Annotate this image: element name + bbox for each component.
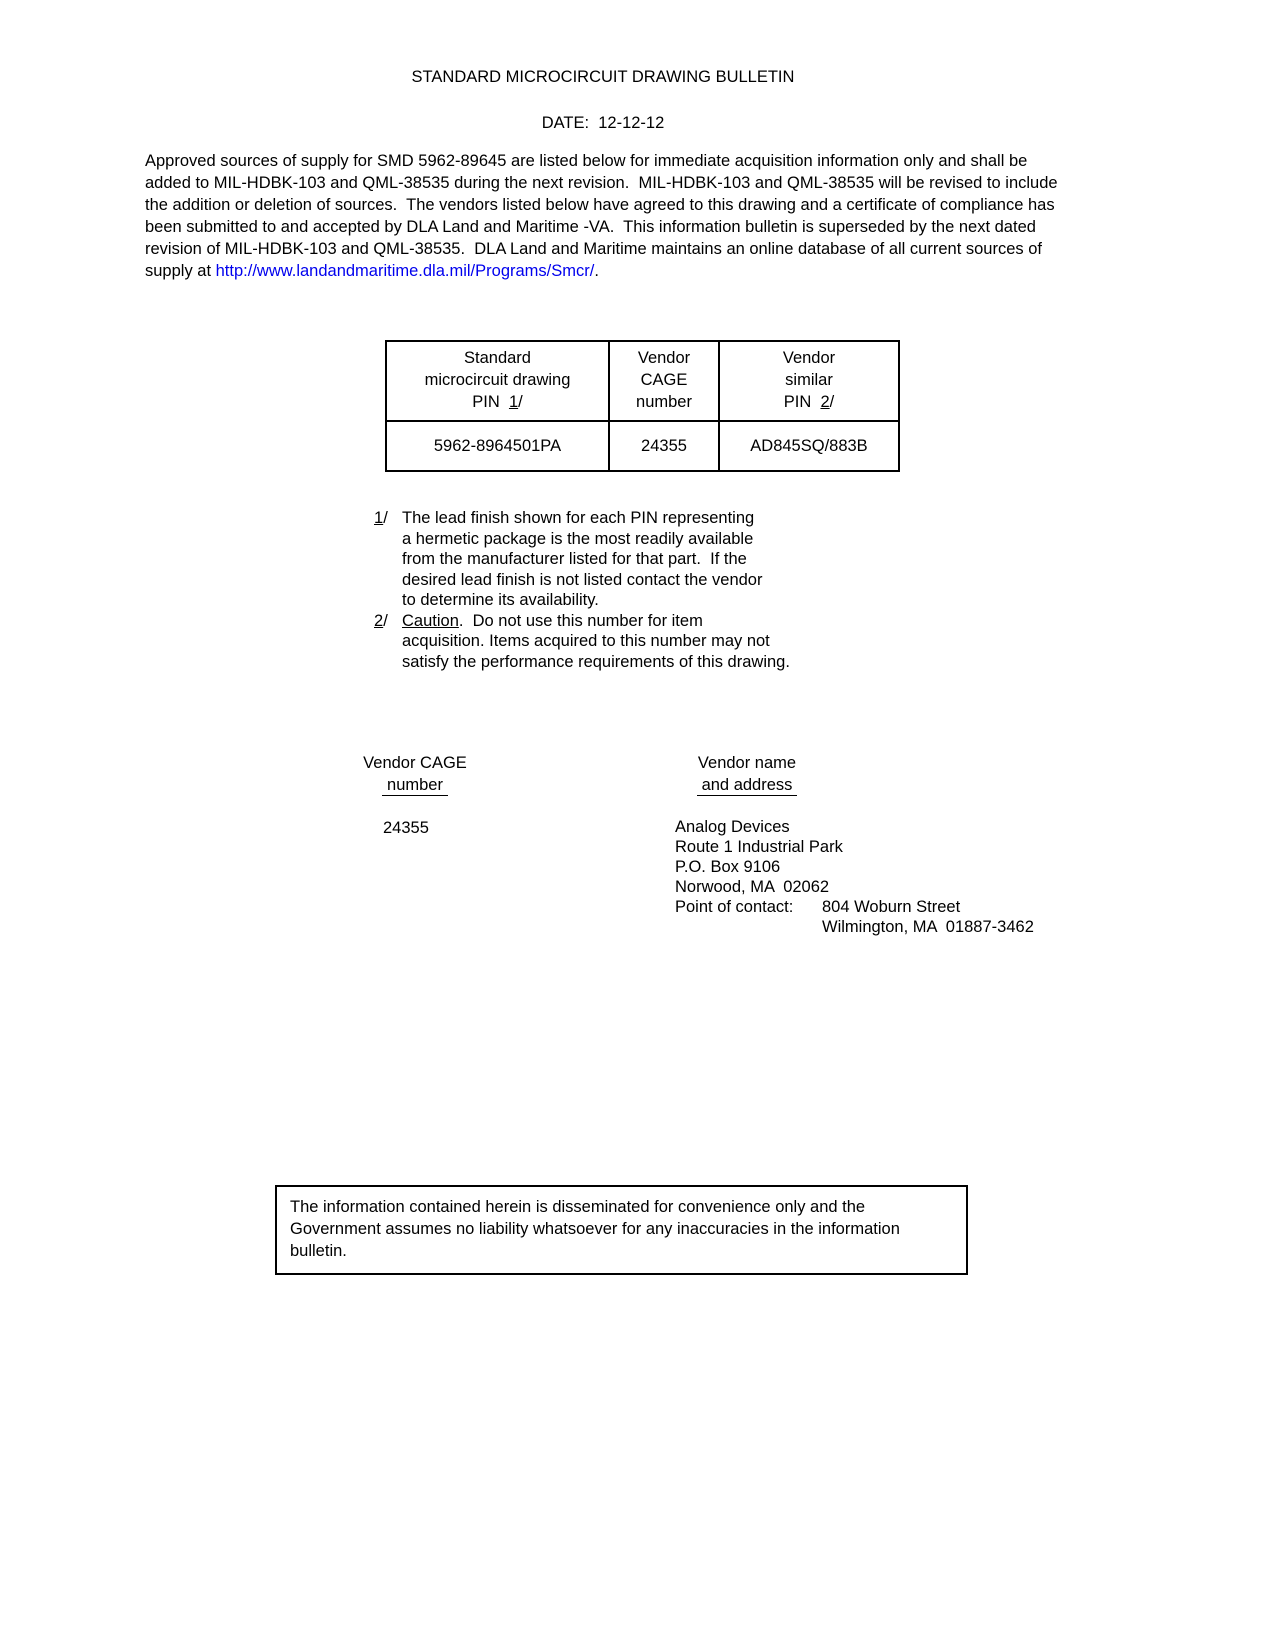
col-header-smd-pin [386,341,609,421]
footnote-1-line: to determine its availability. [402,591,599,609]
footnote-ref-2: 2 [820,393,830,411]
footnote-ref-1-slash: / [518,393,523,411]
footnote-2-line: acquisition. Items acquired to this number may not [402,632,770,650]
vendor-name-header-underlined: and address [697,776,798,796]
footnotes [374,508,854,672]
footnote-1-slash: / [383,509,388,527]
footnote-1-line: from the manufacturer listed for that part. If the [402,550,747,568]
vendor-name-header [681,752,813,796]
intro-text: Approved sources of supply for SMD 5962-89645 are listed below for immediate acquisition information only and shall be added to MIL-HDBK-103 and QML-38535 during the next revision. MIL-HDBK-103 and QML-38535 will be revised to include the addition or deletion of sources. The vendors listed below have agreed to this drawing and a certificate of compliance has been submitted to and accepted by DLA Land and Maritime -VA. This information bulletin is superseded by the next dated revision of MIL-HDBK-103 and QML-38535. DLA Land and Maritime maintains an online database of all current sources of supply at [145,152,1063,280]
cell-smd-pin: 5962-8964501PA [386,421,609,471]
intro-paragraph [145,150,1065,282]
col-header-cage-number [609,341,719,421]
col3-line2: similar [785,371,833,389]
poc-line: 804 Woburn Street [822,898,961,916]
col3-line3 [728,391,890,413]
col1-line3 [395,391,600,413]
col1-line1: Standard [464,349,531,367]
col3-pin-label: PIN [783,393,821,411]
document-title: STANDARD MICROCIRCUIT DRAWING BULLETIN [411,68,795,86]
vendor-cage-value: 24355 [383,819,429,837]
smcr-link[interactable]: http://www.landandmaritime.dla.mil/Programs/Smcr/ [215,262,595,280]
col1-line2: microcircuit drawing [424,371,571,389]
footnote-2-slash: / [383,611,388,630]
col1-pin-label: PIN [472,393,509,411]
footnote-1 [374,508,854,611]
footnote-2-number: 2 [374,611,384,630]
footnote-1-text [402,508,854,611]
col-header-similar-pin [719,341,899,421]
footnote-2-marker [374,611,402,673]
vendor-address-line: Norwood, MA 02062 [675,878,830,896]
footnote-1-number: 1 [374,509,384,527]
footnote-1-line: desired lead finish is not listed contact the vendor [402,570,763,589]
footnote-2-line1-rest: . Do not use this number for item [458,611,703,630]
vendor-address-block [675,817,1034,937]
disclaimer-box [275,1185,968,1275]
document-date: DATE: 12-12-12 [541,114,665,132]
vendor-cage-header [355,752,475,796]
poc-label: Point of contact: [675,898,794,916]
sources-table [385,340,900,472]
footnote-1-marker [374,508,402,611]
caution-word: Caution [402,611,459,630]
vendor-cage-header-line1: Vendor CAGE [363,754,467,772]
vendor-name-header-line1: Vendor name [697,754,797,772]
footnote-1-line: The lead finish shown for each PIN representing [402,509,755,527]
vendor-name: Analog Devices [675,818,790,836]
vendor-address-line: P.O. Box 9106 [675,858,781,876]
footnote-2-text [402,611,854,673]
col3-line1: Vendor [782,349,836,367]
footnote-2-line: satisfy the performance requirements of this drawing. [402,652,790,671]
point-of-contact-row [675,897,1034,937]
disclaimer-text: The information contained herein is disseminated for convenience only and the Government assumes no liability whatsoever for any inaccuracies in the information bulletin. [290,1198,905,1260]
sources-table-header-row [386,341,899,421]
vendor-address-line: Route 1 Industrial Park [675,838,843,856]
footnote-2-line [402,611,854,632]
cell-cage-number: 24355 [609,421,719,471]
footnote-2 [374,611,854,673]
intro-period: . [594,262,599,280]
sources-table-data-row [386,421,899,471]
poc-address [822,897,1034,937]
vendor-name-header-line2 [681,774,813,796]
footnote-ref-2-slash: / [829,393,835,411]
vendor-cage-header-line2 [355,774,475,796]
vendor-cage-header-underlined: number [382,776,448,796]
col2-line2: CAGE [640,371,688,389]
footnote-1-line: a hermetic package is the most readily available [402,529,754,548]
poc-line: Wilmington, MA 01887-3462 [822,918,1034,936]
col2-line3: number [636,393,692,411]
cell-similar-pin: AD845SQ/883B [719,421,899,471]
col2-line1: Vendor [637,349,691,367]
footnote-ref-1: 1 [508,393,519,411]
